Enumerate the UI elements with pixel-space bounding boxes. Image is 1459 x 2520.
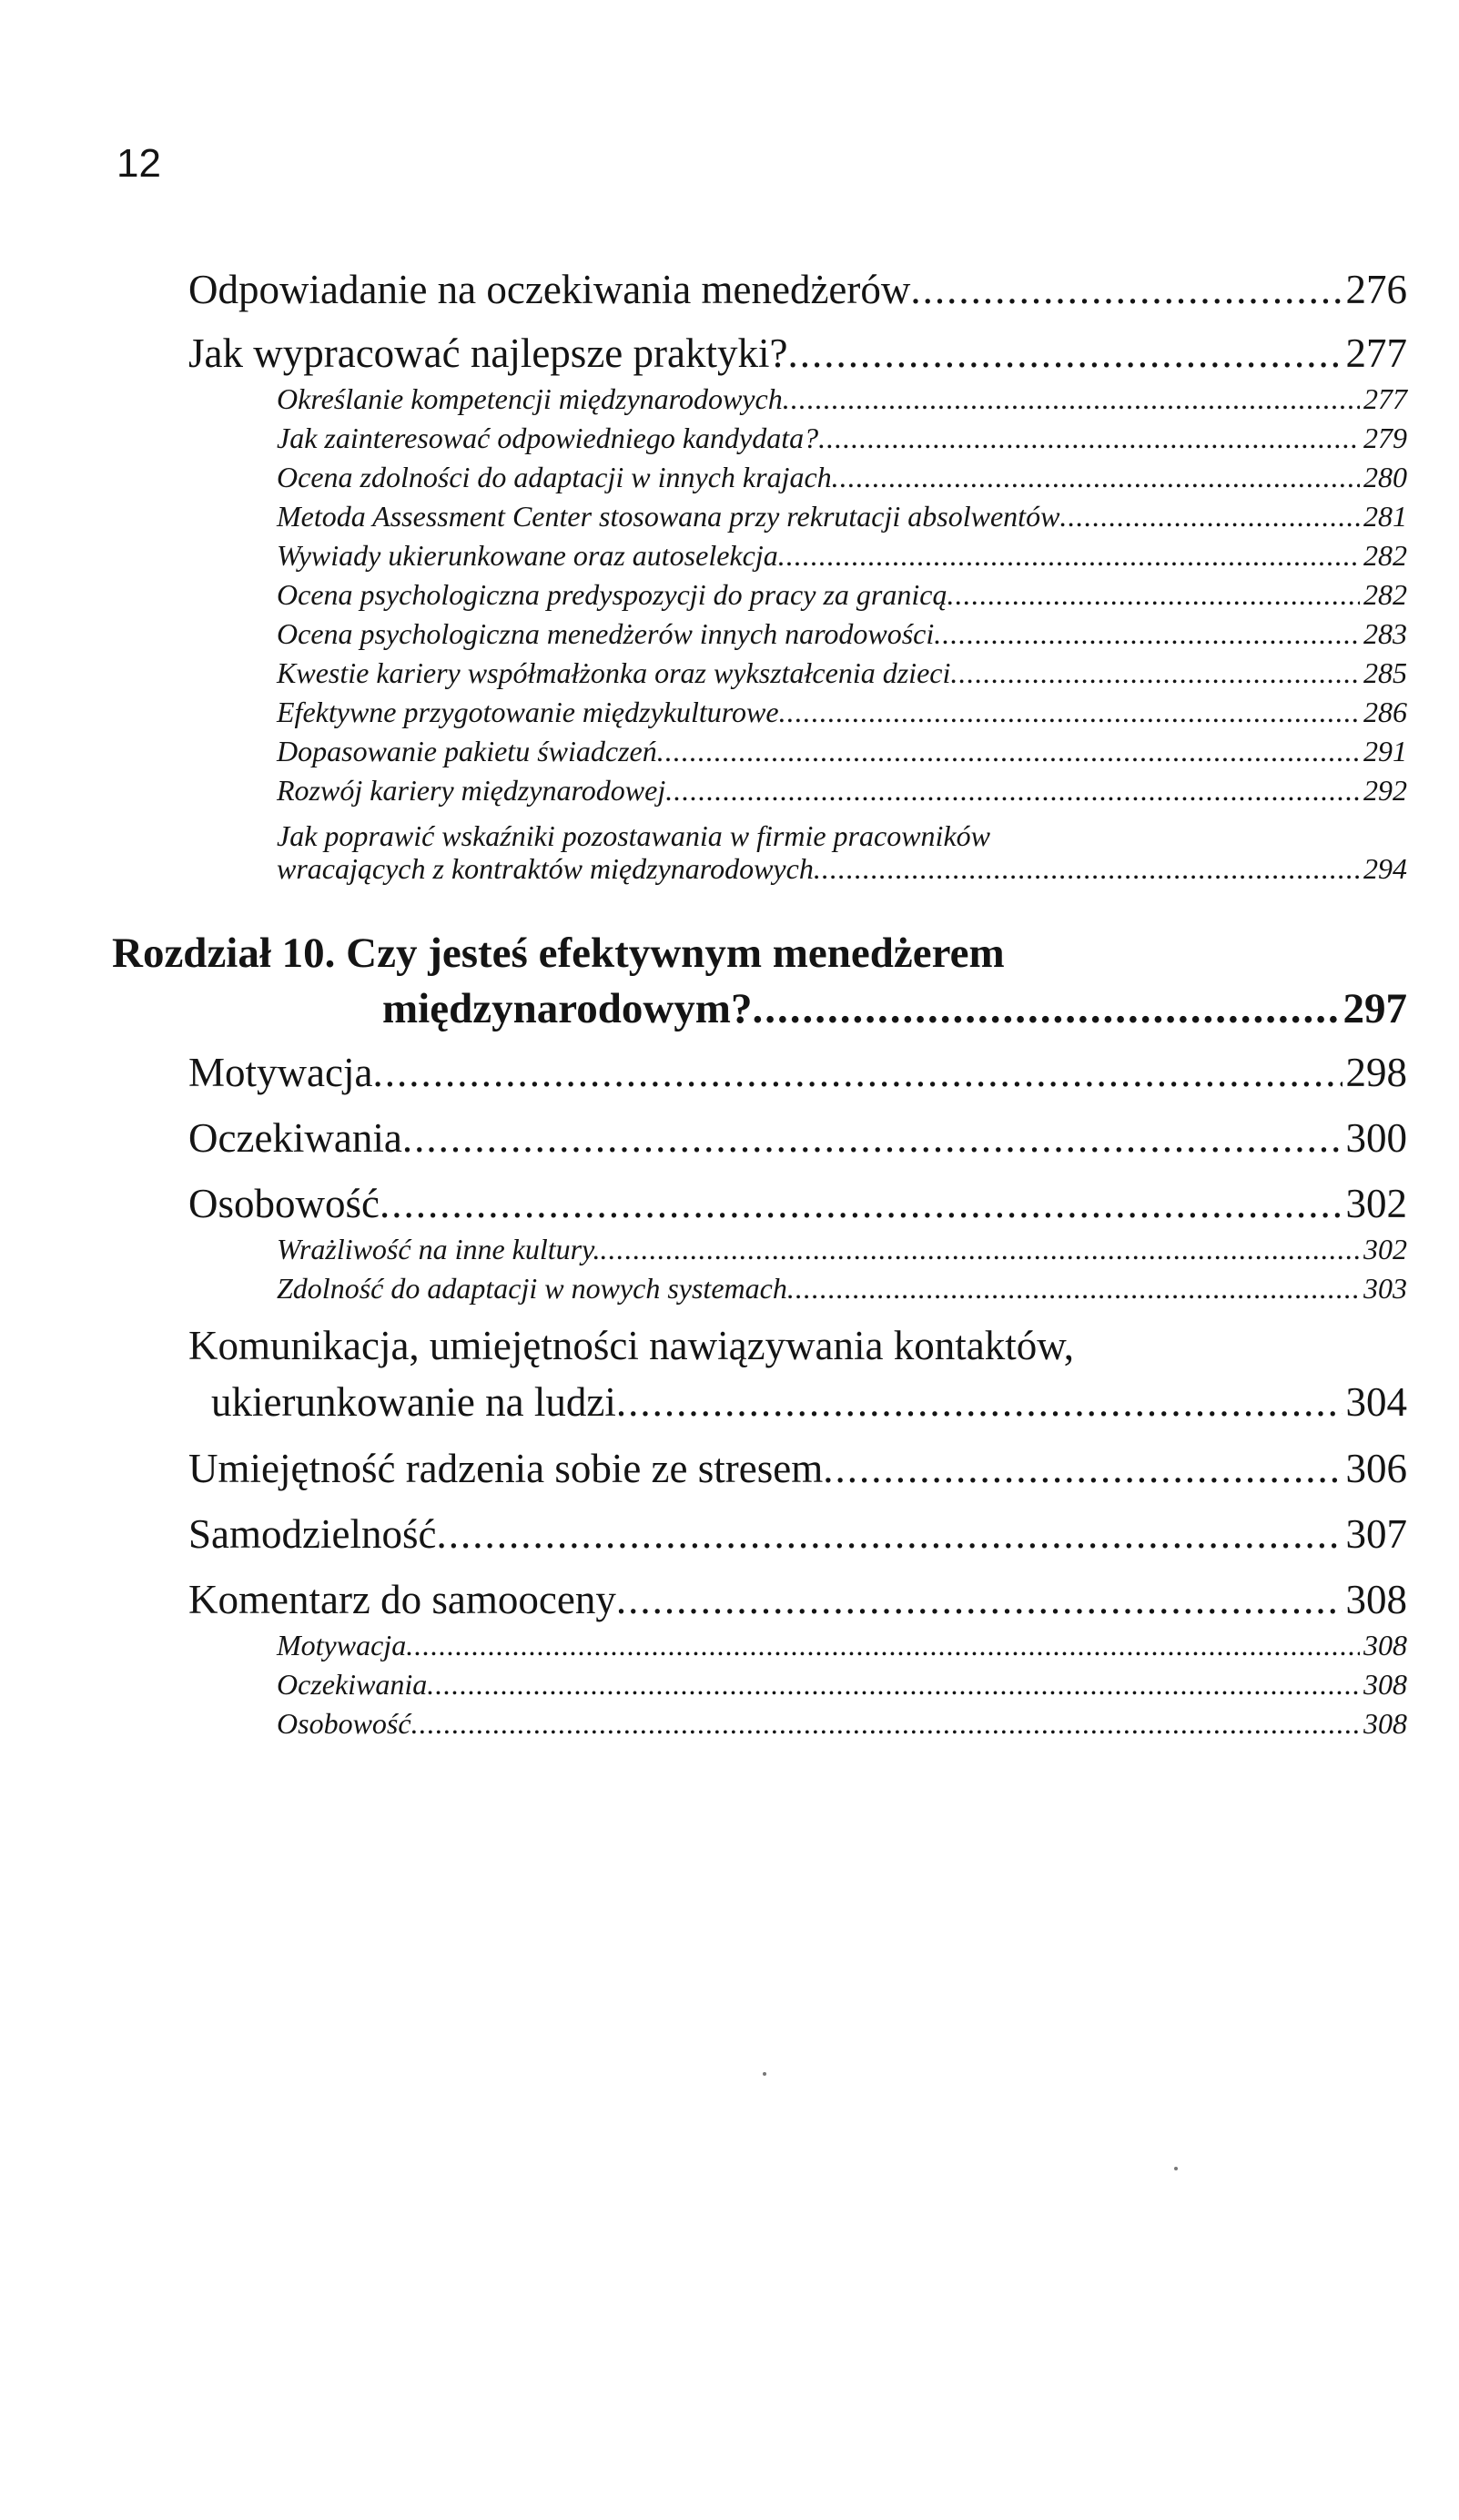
toc-subentry [277,461,1407,499]
toc-subentry [277,656,1407,695]
toc-subentry-page: 281 [1363,500,1407,533]
toc-entry [188,266,1407,317]
toc-subentry-title: Efektywne przygotowanie międzykulturowe [277,696,779,728]
dot-leader [752,984,1339,1033]
toc-subentry [277,1272,1407,1310]
toc-entry-title: Jak wypracować najlepsze praktyki? [188,330,788,376]
toc-entry-page: 307 [1345,1511,1407,1557]
toc-entry-title: Komentarz do samooceny [188,1577,616,1622]
dot-leader [406,1629,1360,1662]
toc-entry [188,1049,1407,1100]
toc-subentry-page: 285 [1363,656,1407,689]
toc-entry-title: Motywacja [188,1050,373,1095]
dot-leader [783,382,1360,416]
dot-leader [616,1576,1342,1623]
toc-subentry-title: Osobowość [277,1707,411,1740]
dot-leader [910,266,1342,313]
toc-subentry [277,1668,1407,1706]
toc-subentry-title: Wywiady ukierunkowane oraz autoselekcja [277,539,778,572]
toc-entry-page: 277 [1345,330,1407,376]
dot-leader [436,1510,1342,1558]
toc-subentry [277,617,1407,655]
chapter-title-line2: międzynarodowym? [382,985,753,1032]
toc-subentry-page: 282 [1363,539,1407,572]
toc-subentry-page: 286 [1363,696,1407,728]
dot-leader [380,1180,1342,1227]
toc-subentry-title-line1: Jak poprawić wskaźniki pozostawania w firmie pracowników [277,819,990,852]
toc-subentry [277,578,1407,616]
toc-subentry-title: Kwestie kariery współmałżonka oraz wykształcenia dzieci [277,656,951,689]
toc-subentry-page: 279 [1363,422,1407,454]
toc-subentry-page: 283 [1363,617,1407,650]
toc-entry-title: Oczekiwania [188,1115,402,1161]
toc-entry-page: 302 [1345,1181,1407,1226]
dot-leader [616,1378,1342,1426]
chapter-entry [382,984,1407,1037]
toc-subentry-page: 277 [1363,382,1407,415]
dot-leader [601,1233,1360,1266]
toc-subentry [277,774,1407,812]
toc-entry [188,330,1407,381]
dot-leader [1059,500,1360,533]
dot-leader [947,578,1360,612]
scan-speck [1174,2167,1178,2170]
chapter-page: 297 [1342,985,1407,1032]
toc-subentry-page: 294 [1363,852,1407,885]
toc-entry-page: 298 [1345,1050,1407,1095]
dot-leader [823,1445,1342,1492]
toc-subentry [277,539,1407,577]
toc-entry-title-line2: ukierunkowanie na ludzi [211,1379,616,1425]
toc-subentry [277,696,1407,734]
dot-leader [787,330,1342,377]
toc-subentry [277,1233,1407,1271]
toc-subentry [277,382,1407,421]
toc-entry-page: 306 [1345,1446,1407,1491]
toc-entry [188,1445,1407,1496]
dot-leader [402,1114,1342,1162]
toc-subentry-title: Określanie kompetencji międzynarodowych [277,382,783,415]
toc-subentry-title: Metoda Assessment Center stosowana przy rekrutacji absolwentów [277,500,1060,533]
toc-subentry-title: Ocena psychologiczna predyspozycji do pracy za granicą [277,578,947,611]
toc-subentry-page: 303 [1363,1272,1407,1305]
toc-subentry-title: Motywacja [277,1629,407,1661]
toc-subentry-page: 302 [1363,1233,1407,1265]
toc-entry-title: Osobowość [188,1181,380,1226]
dot-leader [950,656,1360,690]
dot-leader [832,461,1360,494]
toc-subentry-page: 308 [1363,1707,1407,1740]
dot-leader [934,617,1360,651]
toc-subentry-page: 308 [1363,1668,1407,1701]
toc-entry-title-line1: Komunikacja, umiejętności nawiązywania kontaktów, [188,1323,1075,1368]
toc-subentry-page: 308 [1363,1629,1407,1661]
toc-subentry [277,1707,1407,1745]
dot-leader [372,1049,1342,1096]
page-number: 12 [117,141,161,186]
toc-subentry-title: Ocena zdolności do adaptacji w innych krajach [277,461,832,493]
toc-entry-title: Umiejętność radzenia sobie ze stresem [188,1446,824,1491]
dot-leader [787,1272,1360,1306]
toc-entry [188,1180,1407,1231]
toc-entry [188,1114,1407,1165]
toc-subentry-title: Jak zainteresować odpowiedniego kandydata? [277,422,819,454]
toc-entry [188,1576,1407,1627]
toc-subentry [277,500,1407,538]
toc-entry-page: 308 [1345,1577,1407,1622]
dot-leader [779,696,1360,729]
toc-entry-page: 276 [1345,267,1407,312]
toc-entry-page: 304 [1345,1379,1407,1425]
toc-subentry-title: Oczekiwania [277,1668,428,1701]
toc-entry-page: 300 [1345,1115,1407,1161]
toc-subentry-title-line2: wracających z kontraktów międzynarodowych [277,852,814,885]
dot-leader [778,539,1360,573]
toc-subentry-page: 280 [1363,461,1407,493]
toc-subentry-title: Wrażliwość na inne kultury. [277,1233,601,1265]
dot-leader [657,735,1360,768]
toc-subentry-title: Zdolność do adaptacji w nowych systemach [277,1272,787,1305]
toc-subentry-page: 282 [1363,578,1407,611]
toc-subentry-title: Dopasowanie pakietu świadczeń [277,735,657,767]
scan-speck [763,2072,766,2076]
dot-leader [411,1707,1360,1741]
toc-entry-title: Odpowiadanie na oczekiwania menedżerów [188,267,911,312]
toc-subentry [277,422,1407,460]
toc-entry-title: Samodzielność [188,1511,437,1557]
toc-subentry [277,735,1407,773]
toc-entry [211,1378,1407,1429]
chapter-title-line1: Rozdział 10. Czy jesteś efektywnym menedżerem [112,930,1005,977]
toc-subentry-title: Rozwój kariery międzynarodowej [277,774,666,807]
dot-leader [427,1668,1360,1702]
toc-subentry-page: 291 [1363,735,1407,767]
toc-subentry-title: Ocena psychologiczna menedżerów innych narodowości [277,617,935,650]
toc-entry [188,1510,1407,1561]
toc-subentry-page: 292 [1363,774,1407,807]
dot-leader [665,774,1360,808]
dot-leader [814,852,1360,886]
toc-subentry [277,852,1407,890]
dot-leader [818,422,1360,455]
toc-subentry [277,1629,1407,1667]
